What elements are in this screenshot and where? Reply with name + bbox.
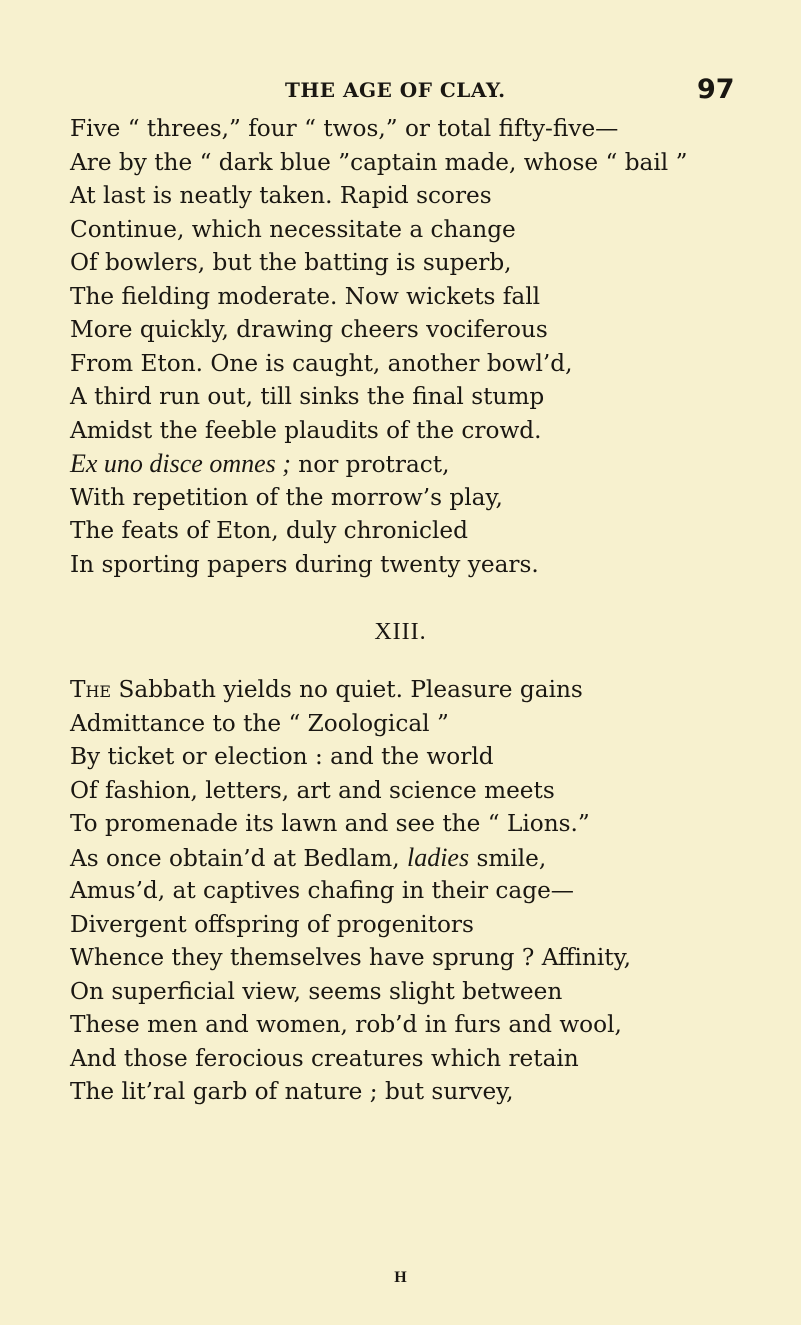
- verse-line-italic: [70, 841, 770, 875]
- verse-line: At last is neatly taken. Rapid scores: [70, 182, 492, 209]
- verse-line-rest: Sabbath yields no quiet. Pleasure gains: [111, 676, 583, 703]
- verse-line: Five “ threes,” four “ twos,” or total fifty-five—: [70, 115, 619, 142]
- opening-word: The: [70, 676, 112, 703]
- verse-line: Amus’d, at captives chafing in their cage—: [70, 877, 574, 904]
- verse-line: The lit’ral garb of nature ; but survey,: [70, 1078, 514, 1105]
- verse-line: By ticket or election : and the world: [70, 743, 494, 770]
- verse-line-rest: nor protract,: [290, 451, 450, 478]
- verse-line: Of bowlers, but the batting is superb,: [70, 249, 512, 276]
- running-head: THE AGE OF CLAY.: [285, 78, 506, 102]
- verse-line: These men and women, rob’d in furs and wool,: [70, 1011, 622, 1038]
- verse-line: To promenade its lawn and see the “ Lions.”: [70, 810, 590, 837]
- verse-line: Amidst the feeble plaudits of the crowd.: [70, 416, 542, 444]
- verse-line-latin: [70, 447, 770, 481]
- verse-line: The feats of Eton, duly chronicled: [70, 517, 468, 544]
- italic-word: ladies: [406, 842, 470, 872]
- stanza-1: [70, 112, 770, 581]
- verse-line: More quickly, drawing cheers vociferous: [70, 316, 548, 343]
- signature-mark: H: [394, 1269, 407, 1286]
- verse-line: Divergent offspring of progenitors: [70, 910, 474, 938]
- verse-line: From Eton. One is caught, another bowl’d,: [70, 349, 573, 377]
- verse-line: Admittance to the “ Zoological ”: [70, 709, 449, 737]
- verse-line: On superficial view, seems slight between: [70, 977, 563, 1005]
- verse-line: Continue, which necessitate a change: [70, 215, 516, 243]
- page-number: 97: [697, 74, 735, 105]
- latin-phrase: Ex uno disce omnes ;: [70, 449, 291, 478]
- verse-line: Are by the “ dark blue ”captain made, whose “ bail ”: [70, 148, 688, 176]
- verse-line: Of fashion, letters, art and science meets: [70, 776, 555, 804]
- verse-line: And those ferocious creatures which retain: [70, 1044, 579, 1072]
- verse-line-start: As once obtain’d at Bedlam,: [70, 844, 407, 872]
- verse-line-end: smile,: [469, 844, 547, 872]
- verse-line: In sporting papers during twenty years.: [70, 550, 539, 578]
- verse-line: Whence they themselves have sprung ? Affinity,: [70, 944, 631, 971]
- verse-line: A third run out, till sinks the final stump: [70, 383, 545, 410]
- stanza-2: [70, 673, 770, 1109]
- verse-line-opening: [70, 673, 770, 707]
- verse-line: The fielding moderate. Now wickets fall: [70, 282, 541, 310]
- verse-line: With repetition of the morrow’s play,: [70, 483, 503, 511]
- page-header: [0, 76, 801, 106]
- section-number: XIII.: [374, 619, 427, 645]
